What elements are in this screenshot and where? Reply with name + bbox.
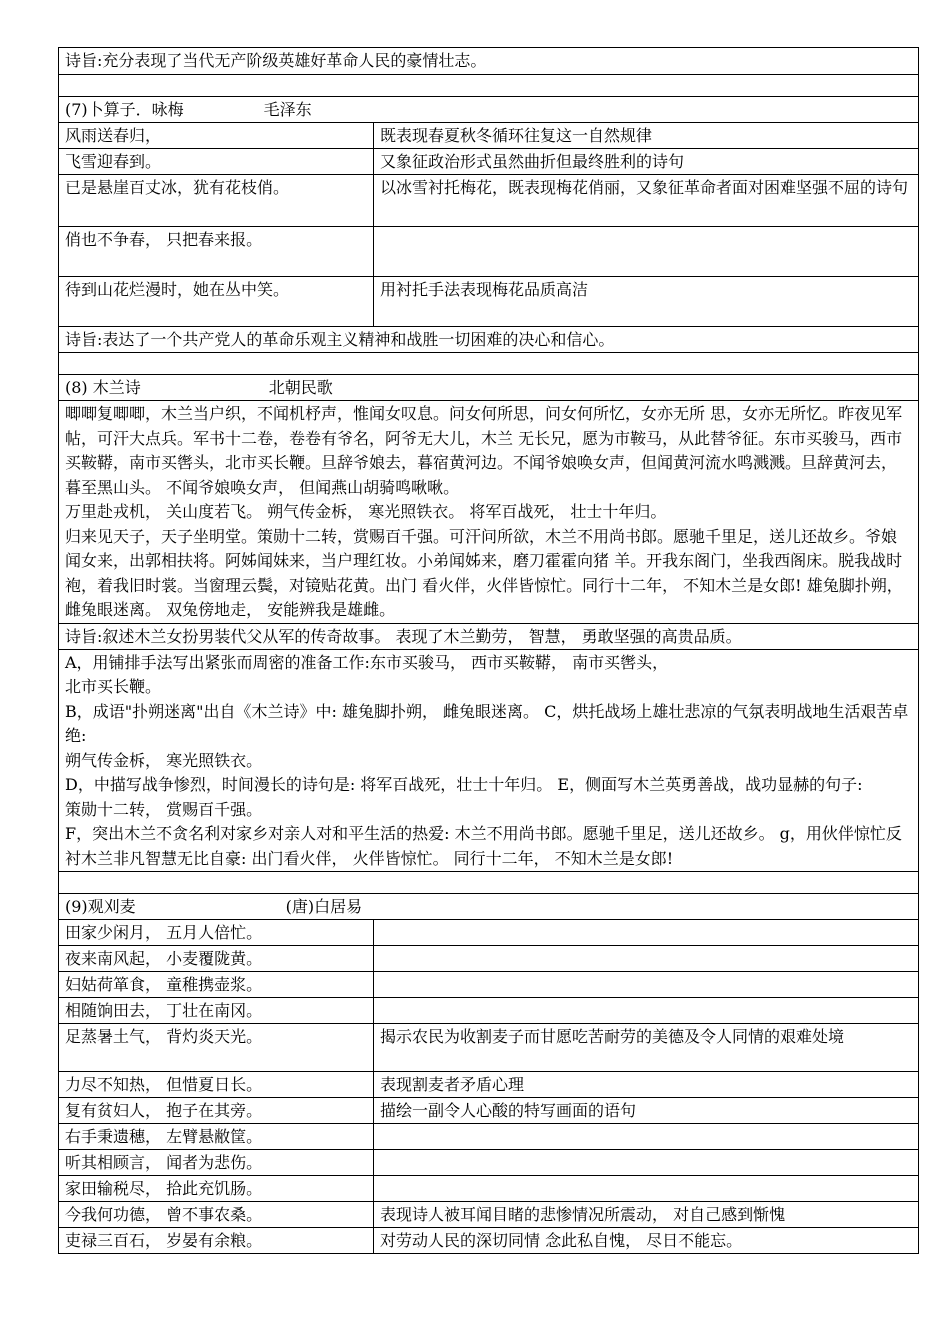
sec6-theme: 诗旨:充分表现了当代无产阶级英雄好革命人民的豪情壮志。	[59, 48, 919, 75]
sec7-line: 待到山花烂漫时，她在丛中笑。	[59, 277, 374, 327]
spacer-row	[59, 872, 919, 894]
sec8-poem	[59, 401, 919, 624]
sec9-line: 相随饷田去， 丁壮在南冈。	[59, 998, 374, 1024]
sec9-line: 复有贫妇人， 抱子在其旁。	[59, 1098, 374, 1124]
sec9-note: 描绘一副令人心酸的特写画面的语句	[374, 1098, 919, 1124]
sec7-line: 已是悬崖百丈冰，犹有花枝俏。	[59, 175, 374, 227]
sec9-note	[374, 1150, 919, 1176]
sec9-line: 妇姑荷箪食， 童稚携壶浆。	[59, 972, 374, 998]
sec9-note	[374, 946, 919, 972]
sec7-header	[59, 97, 919, 123]
sec9-note	[374, 1176, 919, 1202]
poem-paragraph: 唧唧复唧唧，木兰当户织，不闻机杼声，惟闻女叹息。问女何所思，问女何所忆，女亦无所 思，女亦无所忆。昨夜见军帖，可汗大点兵。军书十二卷，卷卷有爷名，阿爷无大儿，木兰 无长兄，愿为市鞍马，从此替爷征。东市买骏马，西市买鞍鞯，南市买辔头，北市买长鞭。旦辞爷娘去，暮宿黄河边。不闻爷娘唤女声，但闻黄河流水鸣溅溅。旦辞黄河去， 暮至黑山头。 不闻爷娘唤女声， 但闻燕山胡骑鸣啾啾。	[65, 404, 903, 497]
sec7-note	[374, 227, 919, 277]
sec7-note: 以冰雪衬托梅花，既表现梅花俏丽，又象征革命者面对困难坚强不屈的诗句	[374, 175, 919, 227]
note-line: F，突出木兰不贪名利对家乡对亲人对和平生活的热爱: 木兰不用尚书郎。愿驰千里足，送儿还故乡。 g，用伙伴惊忙反衬木兰非凡智慧无比自豪: 出门看火伴， 火伴皆惊忙。 同行十二年， 不知木兰是女郎!	[65, 824, 902, 868]
sec9-note: 表现割麦者矛盾心理	[374, 1072, 919, 1098]
sec9-line: 听其相顾言， 闻者为悲伤。	[59, 1150, 374, 1176]
sec7-author: 毛泽东	[263, 100, 312, 119]
sec7-line: 俏也不争春， 只把春来报。	[59, 227, 374, 277]
spacer-row	[59, 75, 919, 97]
sec7-note: 又象征政治形式虽然曲折但最终胜利的诗句	[374, 149, 919, 175]
sec9-line: 夜来南风起， 小麦覆陇黄。	[59, 946, 374, 972]
sec9-note	[374, 920, 919, 946]
sec7-line: 风雨送春归，	[59, 123, 374, 149]
note-line: D，中描写战争惨烈，时间漫长的诗句是: 将军百战死，壮士十年归。 E，侧面写木兰英勇善战，战功显赫的句子:	[65, 775, 863, 794]
sec7-title: (7)卜算子．咏梅	[65, 100, 184, 119]
note-line: 朔气传金柝， 寒光照铁衣。	[65, 750, 263, 770]
sec8-author: 北朝民歌	[268, 378, 333, 397]
sec9-title: (9)观刈麦	[65, 897, 136, 916]
sec9-line: 力尽不知热， 但惜夏日长。	[59, 1072, 374, 1098]
poem-paragraph: 归来见天子，天子坐明堂。策勋十二转，赏赐百千强。可汗问所欲，木兰不用尚书郎。愿驰千里足，送儿还故乡。爷娘闻女来，出郭相扶将。阿姊闻妹来，当户理红妆。小弟闻姊来，磨刀霍霍向猪 羊。开我东阁门，坐我西阁床。脱我战时袍，着我旧时裳。当窗理云鬓，对镜贴花黄。出门 看火伴，火伴皆惊忙。同行十二年， 不知木兰是女郎! 雄兔脚扑朔， 雌兔眼迷离。 双兔傍地走， 安能辨我是雄雌。	[65, 526, 903, 619]
sec9-note: 表现诗人被耳闻目睹的悲惨情况所震动， 对自己感到惭愧	[374, 1202, 919, 1228]
poem-paragraph: 万里赴戎机， 关山度若飞。 朔气传金柝， 寒光照铁衣。 将军百战死， 壮士十年归。	[65, 502, 667, 521]
sec9-line: 家田输税尽， 拾此充饥肠。	[59, 1176, 374, 1202]
sec9-note: 对劳动人民的深切同情 念此私自愧， 尽日不能忘。	[374, 1228, 919, 1254]
sec9-line: 田家少闲月， 五月人倍忙。	[59, 920, 374, 946]
sec7-note: 用衬托手法表现梅花品质高洁	[374, 277, 919, 327]
content-table	[58, 47, 919, 1254]
sec9-note: 揭示农民为收割麦子而甘愿吃苦耐劳的美德及令人同情的艰难处境	[374, 1024, 919, 1072]
sec8-header	[59, 375, 919, 401]
sec9-note	[374, 1124, 919, 1150]
sec8-notes	[59, 649, 919, 872]
sec9-line: 足蒸暑土气， 背灼炎天光。	[59, 1024, 374, 1072]
sec9-note	[374, 972, 919, 998]
spacer-row	[59, 353, 919, 375]
sec8-theme: 诗旨:叙述木兰女扮男装代父从军的传奇故事。 表现了木兰勤劳， 智慧， 勇敢坚强的高贵品质。	[59, 623, 919, 649]
note-line: 策勋十二转， 赏赐百千强。	[65, 799, 263, 819]
note-line: B，成语"扑朔迷离"出自《木兰诗》中: 雄兔脚扑朔， 雌兔眼迷离。 C，烘托战场上雄壮悲凉的气氛表明战地生活艰苦卓绝:	[65, 701, 909, 745]
sec9-line: 吏禄三百石， 岁晏有余粮。	[59, 1228, 374, 1254]
sec9-author: (唐)白居易	[285, 897, 363, 916]
sec9-line: 今我何功德， 曾不事农桑。	[59, 1202, 374, 1228]
note-line: A，用铺排手法写出紧张而周密的准备工作:东市买骏马， 西市买鞍鞯， 南市买辔头，	[65, 652, 669, 672]
sec9-header	[59, 894, 919, 920]
sec8-title: (8) 木兰诗	[65, 378, 141, 397]
sec7-line: 飞雪迎春到。	[59, 149, 374, 175]
sec7-note: 既表现春夏秋冬循环往复这一自然规律	[374, 123, 919, 149]
note-line: 北市买长鞭。	[65, 677, 162, 696]
sec7-theme: 诗旨:表达了一个共产党人的革命乐观主义精神和战胜一切困难的决心和信心。	[59, 327, 919, 353]
sec9-line: 右手秉遗穗， 左臂悬敝筐。	[59, 1124, 374, 1150]
sec9-note	[374, 998, 919, 1024]
